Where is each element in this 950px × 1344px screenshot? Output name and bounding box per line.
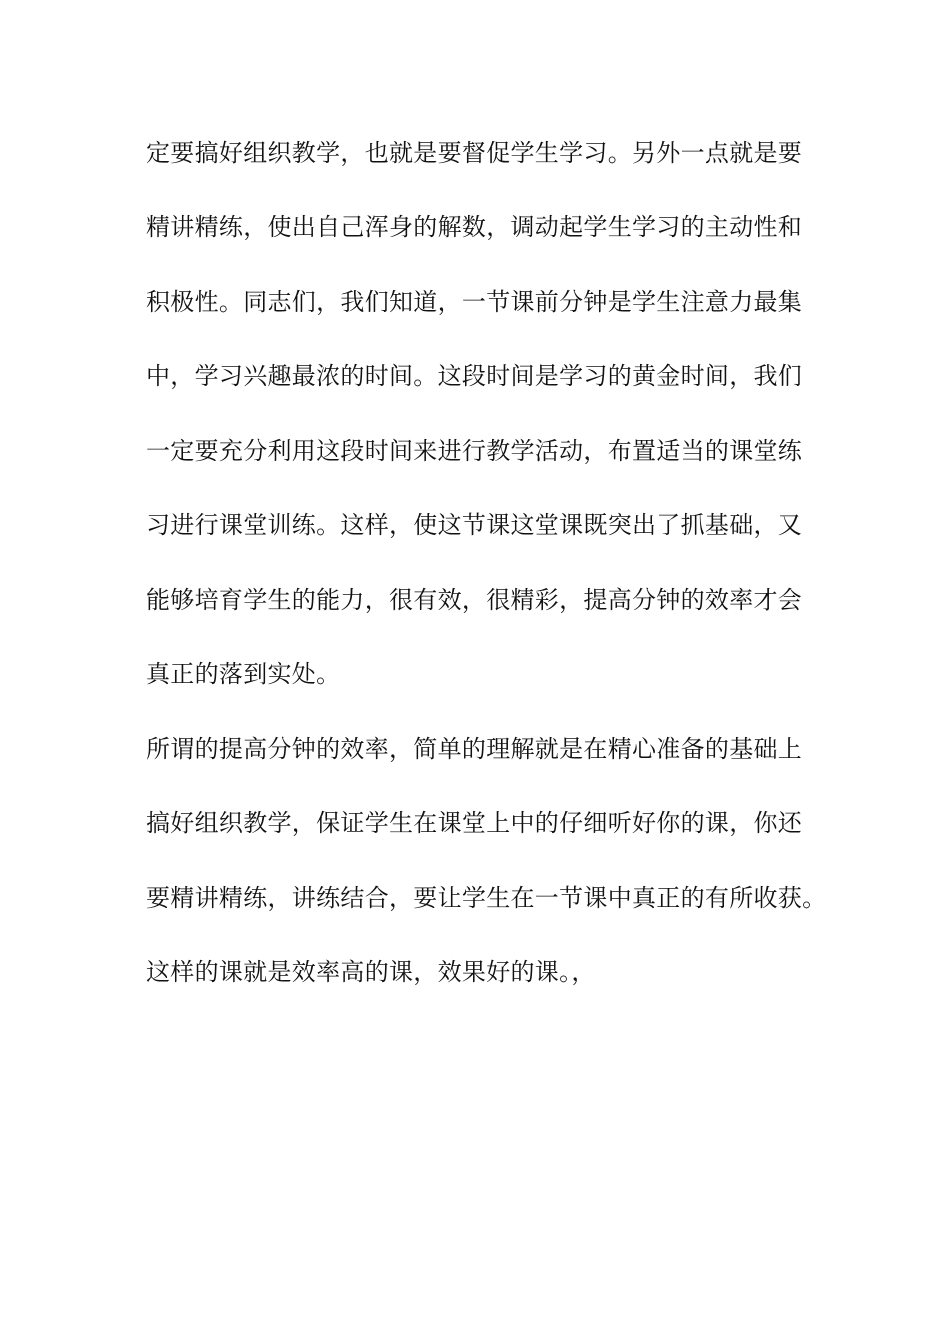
text-line: 一定要充分利用这段时间来进行教学活动，布置适当的课堂练 bbox=[146, 437, 803, 465]
text-line: 要精讲精练，讲练结合，要让学生在一节课中真正的有所收获。 bbox=[146, 884, 827, 912]
text-line: 习进行课堂训练。这样，使这节课这堂课既突出了抓基础，又 bbox=[146, 511, 803, 539]
text-line: 积极性。同志们，我们知道，一节课前分钟是学生注意力最集 bbox=[146, 288, 803, 316]
text-line: 所谓的提高分钟的效率，简单的理解就是在精心准备的基础上 bbox=[146, 735, 803, 763]
text-line: 精讲精练，使出自己浑身的解数，调动起学生学习的主动性和 bbox=[146, 213, 803, 241]
text-line: 定要搞好组织教学，也就是要督促学生学习。另外一点就是要 bbox=[146, 139, 803, 167]
text-line: 这样的课就是效率高的课，效果好的课。， bbox=[146, 958, 596, 986]
text-line: 搞好组织教学，保证学生在课堂上中的仔细听好你的课，你还 bbox=[146, 809, 803, 837]
text-line: 能够培育学生的能力，很有效，很精彩，提高分钟的效率才会 bbox=[146, 586, 803, 614]
text-line: 真正的落到实处。 bbox=[146, 660, 341, 688]
text-line: 中，学习兴趣最浓的时间。这段时间是学习的黄金时间，我们 bbox=[146, 362, 803, 390]
